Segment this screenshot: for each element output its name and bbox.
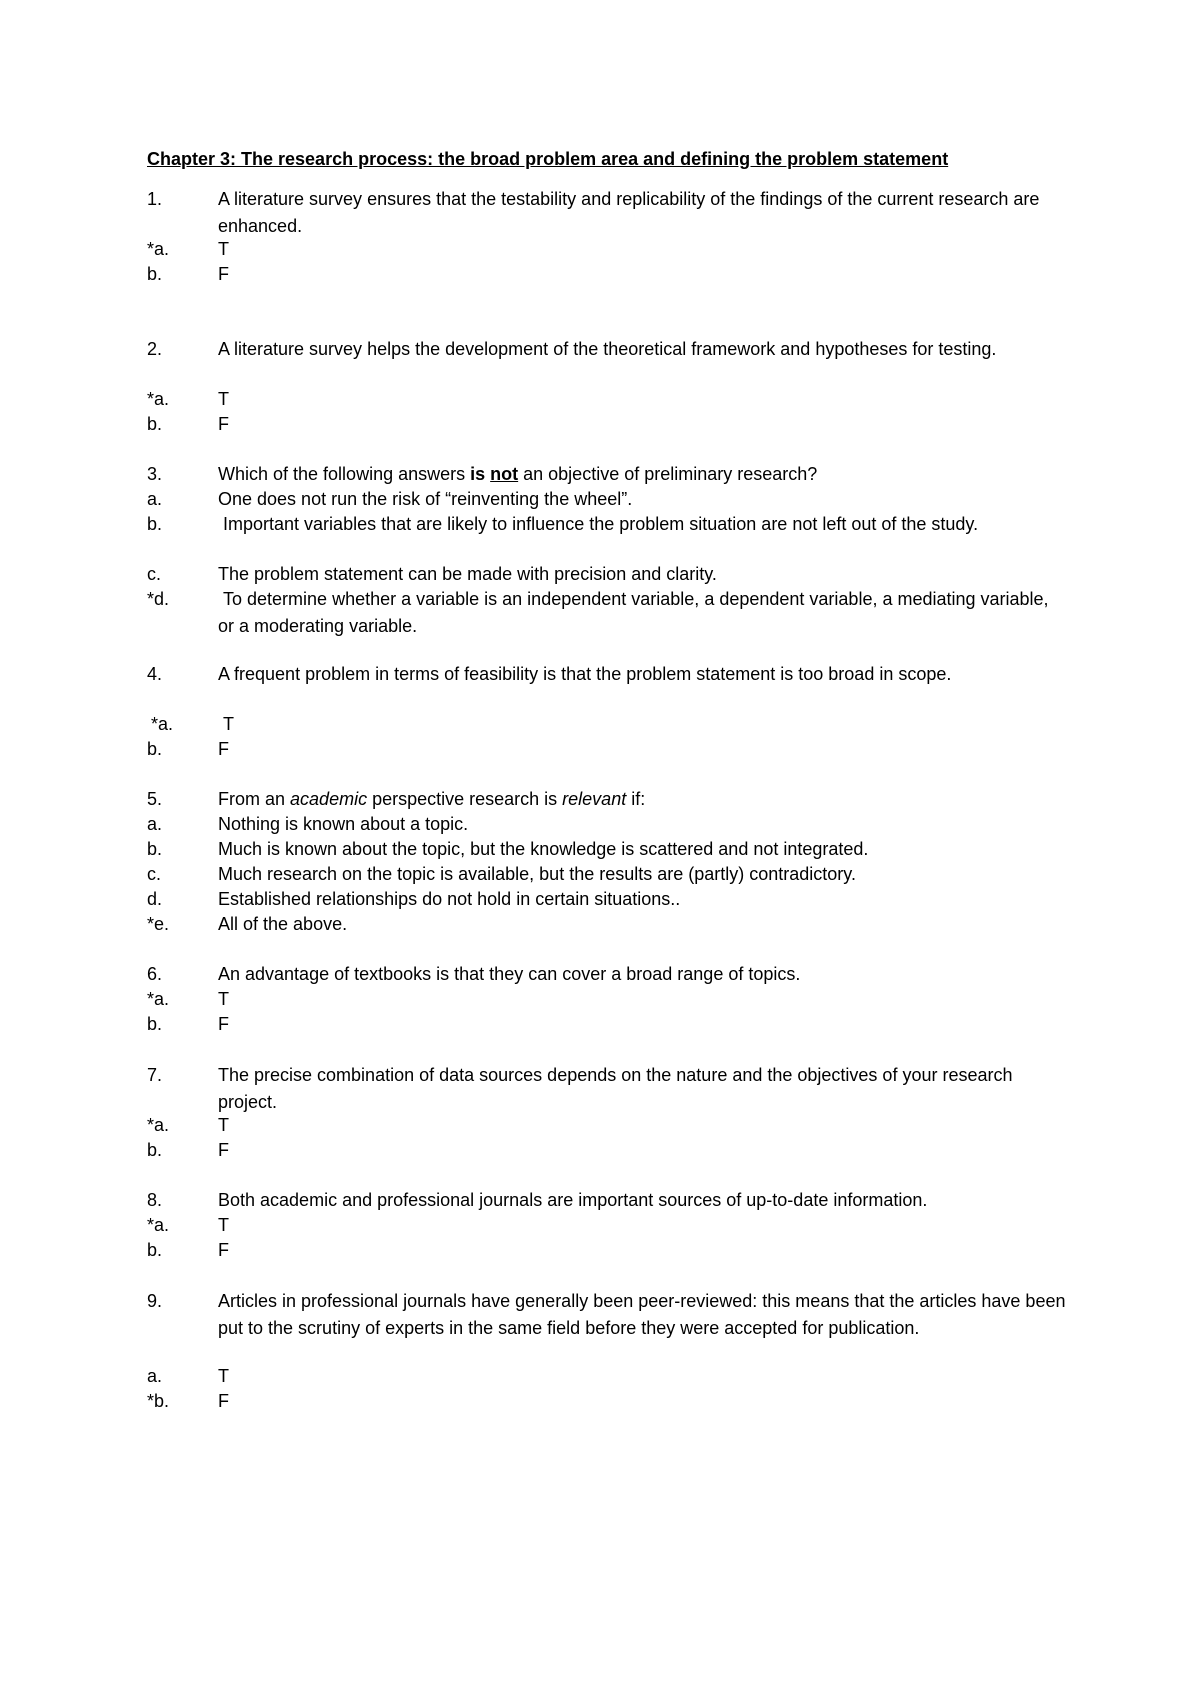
question-number: 3. [147, 464, 163, 484]
option-text: All of the above. [218, 914, 348, 934]
question-text [218, 786, 1068, 813]
option-label: b. [147, 1240, 163, 1260]
option-label: *a. [147, 1115, 170, 1135]
option-label: *a. [147, 1215, 170, 1235]
option-text: F [218, 1391, 229, 1411]
question-text: A literature survey helps the development of the theoretical framework and hypotheses for testing. [218, 339, 997, 359]
option-text: F [218, 414, 229, 434]
option-label: b. [147, 1014, 163, 1034]
option-text: T [218, 1115, 229, 1135]
option-label: *e. [147, 914, 170, 934]
option-label: b. [147, 264, 163, 284]
option-text: To determine whether a variable is an independent variable, a dependent variable, a mediating variable, or a moderating variable. [218, 589, 1054, 636]
option-label: a. [147, 489, 163, 509]
option-text: Much is known about the topic, but the knowledge is scattered and not integrated. [218, 839, 869, 859]
question-text: A frequent problem in terms of feasibility is that the problem statement is too broad in scope. [218, 664, 952, 684]
option-label: c. [147, 564, 162, 584]
question-number: 1. [147, 189, 163, 209]
option-label: *d. [147, 589, 170, 609]
option-text: Much research on the topic is available, but the results are (partly) contradictory. [218, 864, 856, 884]
option-text: One does not run the risk of “reinventing the wheel”. [218, 489, 633, 509]
option-text: T [218, 1366, 229, 1386]
option-label: b. [147, 839, 163, 859]
question-text-part: an objective of preliminary research? [518, 464, 818, 484]
question-text-part: Which of the following answers [218, 464, 471, 484]
question-text-part: if: [626, 789, 646, 809]
question-text: An advantage of textbooks is that they can cover a broad range of topics. [218, 964, 801, 984]
emphasis-is: is [470, 464, 486, 484]
option-label: *b. [147, 1391, 170, 1411]
option-label: c. [147, 864, 162, 884]
option-text: F [218, 739, 229, 759]
question-text: The precise combination of data sources depends on the nature and the objectives of your research project. [218, 1065, 1013, 1112]
option-text: T [218, 989, 229, 1009]
question-number: 5. [147, 789, 163, 809]
option-text: T [218, 239, 229, 259]
option-text: T [218, 1215, 229, 1235]
option-text: Established relationships do not hold in certain situations.. [218, 889, 681, 909]
option-label: *a. [147, 239, 170, 259]
option-text: F [218, 1014, 229, 1034]
option-text: Nothing is known about a topic. [218, 814, 469, 834]
question-number: 7. [147, 1065, 163, 1085]
option-text: T [223, 714, 234, 734]
question-number: 9. [147, 1291, 163, 1311]
option-label: a. [147, 814, 163, 834]
option-text: F [218, 264, 229, 284]
option-text: The problem statement can be made with precision and clarity. [218, 564, 717, 584]
option-text: F [218, 1140, 229, 1160]
chapter-title: Chapter 3: The research process: the broad problem area and defining the problem statement [147, 149, 949, 169]
option-text: T [218, 389, 229, 409]
question-text [218, 461, 1068, 488]
option-label: d. [147, 889, 163, 909]
question-number: 6. [147, 964, 163, 984]
option-label: b. [147, 1140, 163, 1160]
emphasis-not: not [490, 464, 519, 484]
question-number: 8. [147, 1190, 163, 1210]
question-text-part: From an [218, 789, 291, 809]
option-label: *a. [151, 714, 174, 734]
option-label: b. [147, 414, 163, 434]
question-number: 2. [147, 339, 163, 359]
question-number: 4. [147, 664, 163, 684]
emphasis-relevant: relevant [562, 789, 627, 809]
option-label: a. [147, 1366, 163, 1386]
question-text-part: perspective research is [367, 789, 563, 809]
option-label: *a. [147, 989, 170, 1009]
option-label: b. [147, 514, 163, 534]
question-text: A literature survey ensures that the testability and replicability of the findings of the current research are enhanced. [218, 189, 1040, 236]
option-text: Important variables that are likely to influence the problem situation are not left out of the study. [218, 514, 979, 534]
emphasis-academic: academic [290, 789, 368, 809]
option-label: b. [147, 739, 163, 759]
option-label: *a. [147, 389, 170, 409]
question-text: Both academic and professional journals are important sources of up-to-date information. [218, 1190, 928, 1210]
question-text: Articles in professional journals have generally been peer-reviewed: this means that the articles have been put to the scrutiny of experts in the same field before they were accepted for publication. [218, 1291, 1066, 1338]
option-text: F [218, 1240, 229, 1260]
